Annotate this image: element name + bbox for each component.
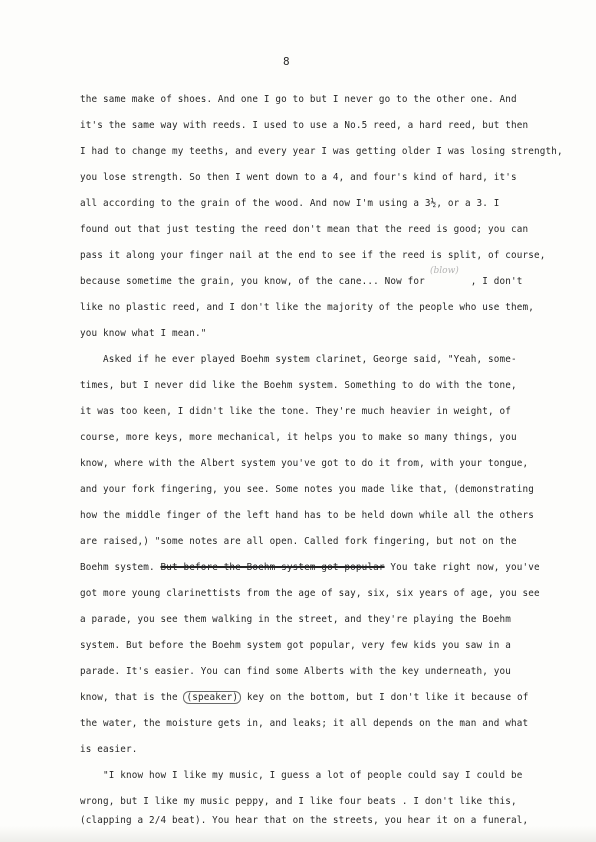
struck-out-text: But before the Boehm system got popular [160,562,385,573]
text-line [80,562,540,573]
page-bottom-edge [0,826,596,842]
text-line: I had to change my teeths, and every year I was getting older I was losing strength, [80,146,563,157]
line-text: know, that is the [80,692,184,703]
text-line: a parade, you see them walking in the street, and they're playing the Boehm [80,614,512,625]
line-text: You take right now, you've [384,562,540,573]
text-line: course, more keys, more mechanical, it helps you to make so many things, you [80,432,517,443]
text-line: is easier. [80,744,138,755]
text-line: because sometime the grain, you know, of the cane... Now for , I don't [80,276,523,287]
text-line: the same make of shoes. And one I go to but I never go to the other one. And [80,94,517,105]
line-text: key on the bottom, but I don't like it because of [241,692,529,703]
text-line: like no plastic reed, and I don't like the majority of the people who use them, [80,302,535,313]
page-number: 8 [283,55,290,68]
text-line: are raised,) "some notes are all open. Called fork fingering, but not on the [80,536,517,547]
boxed-word: (speaker) [183,691,241,704]
text-line [80,692,529,703]
text-line: got more young clarinettists from the age of say, six, six years of age, you see [80,588,540,599]
text-line: found out that just testing the reed don't mean that the reed is good; you can [80,224,529,235]
text-line: know, where with the Albert system you've got to do it from, with your tongue, [80,458,529,469]
text-line: pass it along your finger nail at the end to see if the reed is split, of course, [80,250,546,261]
text-line: it was too keen, I didn't like the tone. They're much heavier in weight, of [80,406,512,417]
pencil-annotation: (blow) [430,266,459,276]
text-line: times, but I never did like the Boehm system. Something to do with the tone, [80,380,517,391]
text-line: it's the same way with reeds. I used to use a No.5 reed, a hard reed, but then [80,120,529,131]
text-line: (clapping a 2/4 beat). You hear that on the streets, you hear it on a funeral, [80,815,529,826]
text-line: "I know how I like my music, I guess a lot of people could say I could be [80,770,523,781]
text-line: you know what I mean." [80,328,207,339]
text-line: system. But before the Boehm system got popular, very few kids you saw in a [80,640,512,651]
text-line: wrong, but I like my music peppy, and I like four beats . I don't like this, [80,796,517,807]
text-line: how the middle finger of the left hand has to be held down while all the others [80,510,535,521]
text-line: parade. It's easier. You can find some Alberts with the key underneath, you [80,666,512,677]
line-text: Boehm system. [80,562,161,573]
text-line: the water, the moisture gets in, and leaks; it all depends on the man and what [80,718,529,729]
text-line: all according to the grain of the wood. And now I'm using a 3½, or a 3. I [80,198,500,209]
text-line: you lose strength. So then I went down to a 4, and four's kind of hard, it's [80,172,517,183]
text-line: Asked if he ever played Boehm system clarinet, George said, "Yeah, some- [80,354,517,365]
text-line: and your fork fingering, you see. Some notes you made like that, (demonstrating [80,484,535,495]
